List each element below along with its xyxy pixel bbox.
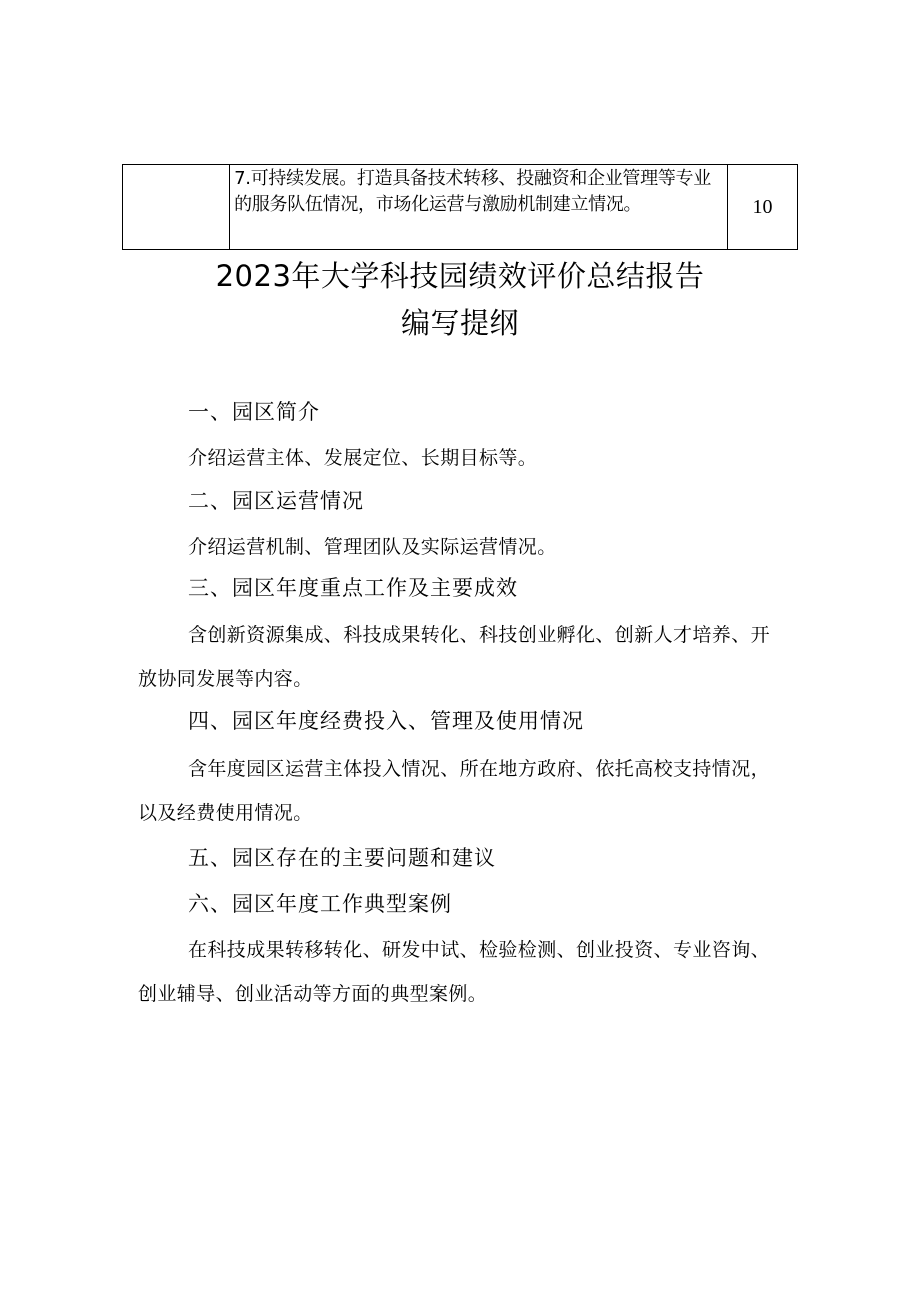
section-body-3: 含创新资源集成、科技成果转化、科技创业孵化、创新人才培养、开放协同发展等内容。 (138, 624, 771, 690)
section-heading-5: 五、园区存在的主要问题和建议 (188, 846, 496, 870)
criteria-text: 7.可持续发展。打造具备技术转移、投融资和企业管理等专业的服务队伍情况，市场化运营与激励机制建立情况。 (234, 168, 711, 215)
table-cell-category (123, 165, 230, 250)
report-title: 2023年大学科技园绩效评价总结报告 (215, 259, 705, 293)
table-cell-score: 10 (727, 165, 797, 250)
section-body-6: 在科技成果转移转化、研发中试、检验检测、创业投资、专业咨询、创业辅导、创业活动等方面的典型案例。 (138, 939, 771, 1005)
table-row (123, 165, 798, 250)
table-cell-criteria (230, 165, 728, 250)
section-body-1: 介绍运营主体、发展定位、长期目标等。 (188, 447, 538, 469)
report-subtitle: 编写提纲 (400, 306, 519, 340)
section-heading-3: 三、园区年度重点工作及主要成效 (188, 576, 518, 600)
evaluation-table (122, 164, 798, 250)
section-heading-4: 四、园区年度经费投入、管理及使用情况 (188, 709, 584, 733)
section-heading-1: 一、园区简介 (188, 400, 320, 424)
section-body-4: 含年度园区运营主体投入情况、所在地方政府、依托高校支持情况，以及经费使用情况。 (138, 758, 771, 824)
section-body-2: 介绍运营机制、管理团队及实际运营情况。 (188, 536, 557, 558)
section-heading-6: 六、园区年度工作典型案例 (188, 892, 452, 916)
section-heading-2: 二、园区运营情况 (188, 489, 364, 513)
